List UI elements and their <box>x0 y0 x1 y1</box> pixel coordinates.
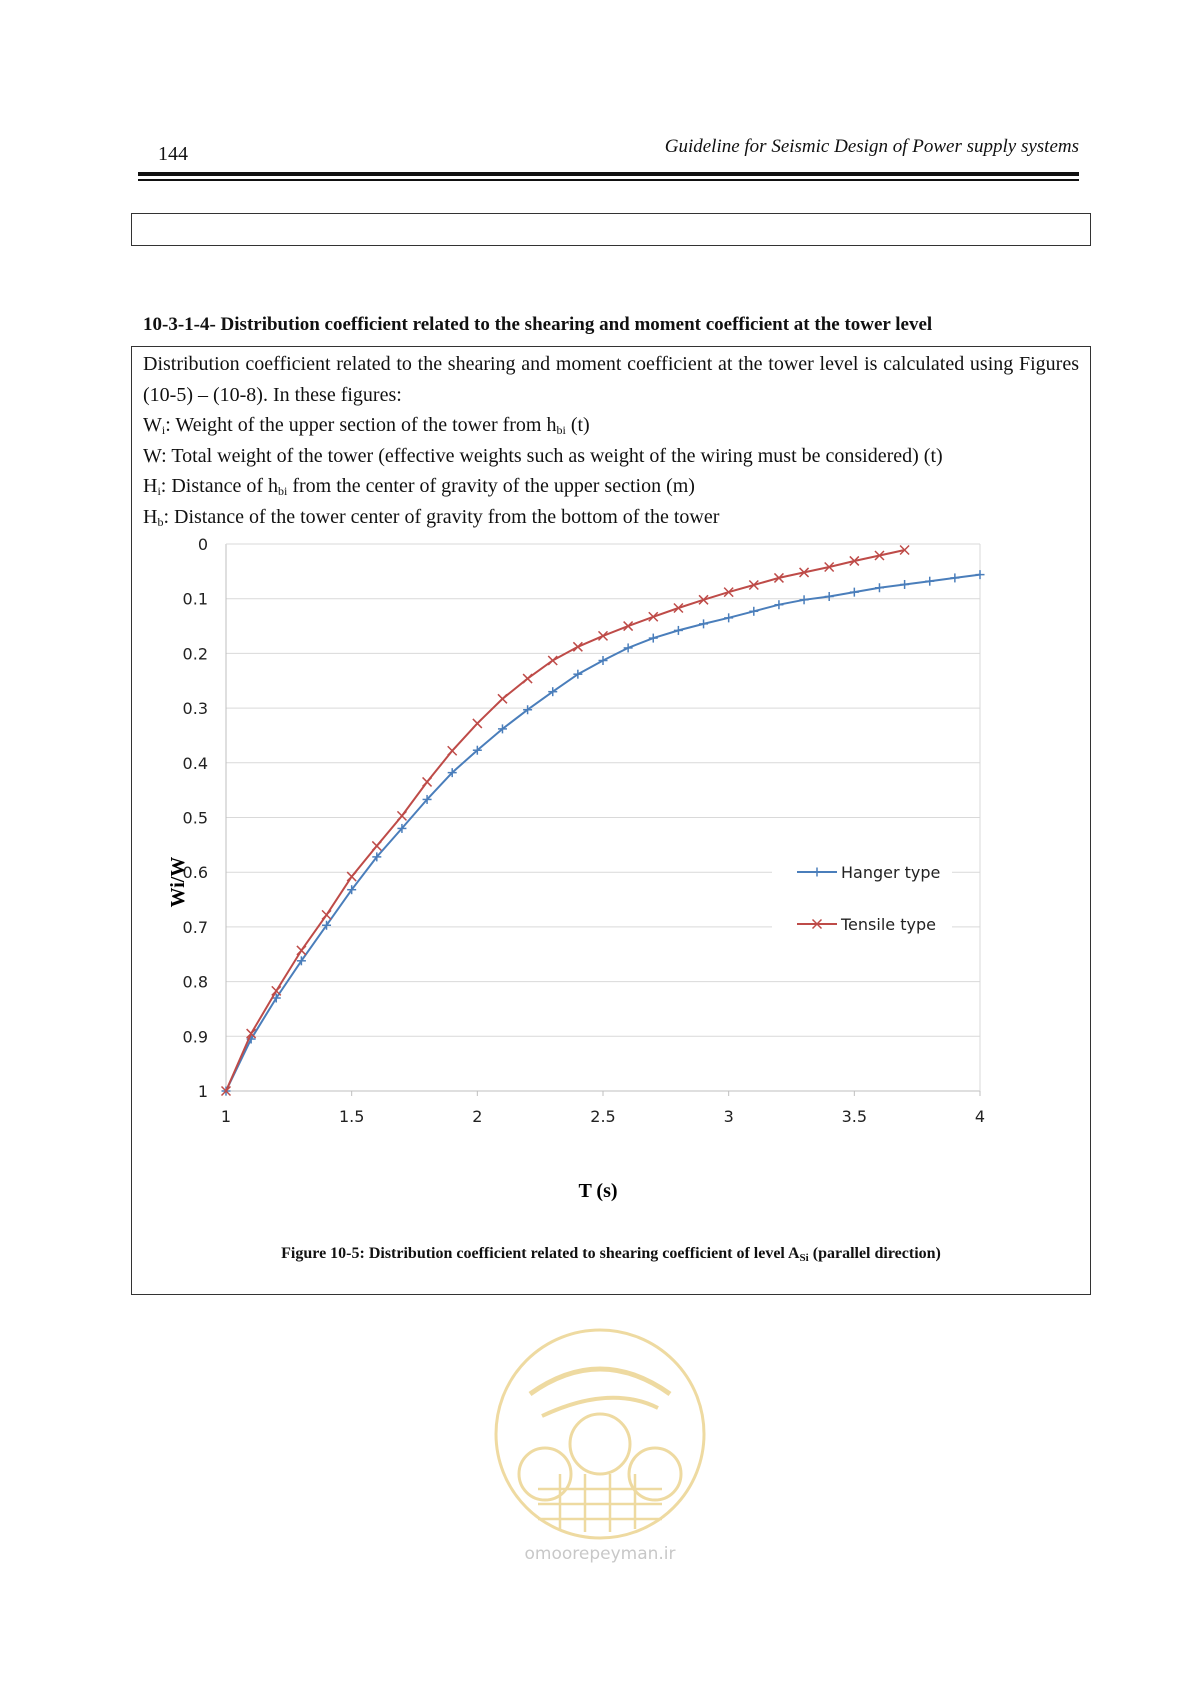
data-point <box>674 626 683 635</box>
x-tick-labels <box>221 1107 985 1126</box>
definition-symbol: H <box>143 505 158 528</box>
y-tick-label: 0.3 <box>182 699 208 719</box>
caption-text: Figure 10-5: Distribution coefficient related to shearing coefficient of level A <box>281 1245 800 1262</box>
y-tick-label: 0.2 <box>182 644 208 664</box>
running-title: Guideline for Seismic Design of Power supply systems <box>664 136 1079 157</box>
data-point <box>950 573 959 582</box>
x-tick-label: 3 <box>723 1107 734 1126</box>
y-tick-label: 0.6 <box>182 863 208 883</box>
y-tick-label: 0.7 <box>182 917 208 937</box>
data-point <box>900 580 909 589</box>
watermark-logo <box>490 1324 710 1570</box>
data-point <box>397 811 406 820</box>
data-point <box>372 841 381 850</box>
data-point <box>599 631 608 640</box>
data-point <box>774 600 783 609</box>
data-point <box>473 719 482 728</box>
data-point <box>976 570 985 579</box>
y-tick-label: 0.5 <box>182 808 208 828</box>
figure-caption <box>132 1245 1090 1263</box>
axes <box>226 544 980 1096</box>
caption-suffix: (parallel direction) <box>808 1245 941 1262</box>
y-tick-label: 0.4 <box>182 753 208 773</box>
series-line <box>226 575 980 1091</box>
seal-icon <box>490 1324 710 1544</box>
figure-chart <box>132 347 1090 1294</box>
y-tick-labels <box>183 535 208 1101</box>
intro-paragraph: Distribution coefficient related to the shearing and moment coefficient at the tower level is calculated using Figures (10-5) – (10-8). In these figures: <box>143 353 1079 406</box>
content-frame <box>131 346 1091 1295</box>
legend-label: Hanger type <box>841 863 941 882</box>
data-point <box>347 872 356 881</box>
definition-subscript: bi <box>556 423 566 438</box>
caption-subscript: Si <box>799 1252 809 1264</box>
x-tick-label: 1.5 <box>338 1107 365 1126</box>
data-point <box>498 694 507 703</box>
header-rule-thick <box>138 172 1079 176</box>
data-point <box>548 656 557 665</box>
empty-frame <box>131 213 1091 246</box>
definition-text: : Distance of h <box>160 475 278 498</box>
data-point <box>624 643 633 652</box>
y-tick-label: 1 <box>197 1082 208 1101</box>
data-point <box>749 607 758 616</box>
x-tick-label: 4 <box>974 1107 986 1126</box>
definition-subscript: i <box>157 484 161 499</box>
data-point <box>800 595 809 604</box>
section-heading: 10-3-1-4- Distribution coefficient related to the shearing and moment coefficient at the tower level <box>143 314 933 335</box>
series-line <box>226 550 905 1091</box>
y-tick-label: 0.8 <box>182 972 208 992</box>
x-axis-label: T (s) <box>578 1180 618 1202</box>
data-point <box>322 910 331 919</box>
y-tick-label: 0.1 <box>182 589 208 609</box>
data-point <box>875 583 884 592</box>
data-point <box>297 946 306 955</box>
definition-subscript: i <box>161 423 166 438</box>
data-point <box>649 634 658 643</box>
data-point <box>699 619 708 628</box>
definition-text: : Total weight of the tower (effective weights such as weight of the wiring must be considered) (t) <box>161 444 943 467</box>
definition-symbol: W <box>143 444 162 467</box>
data-point <box>850 588 859 597</box>
definition-symbol: H <box>143 475 158 498</box>
y-axis-label: Wi/W <box>167 856 189 908</box>
definition-text: : Weight of the upper section of the tower from h <box>165 414 557 437</box>
watermark-url: omoorepeyman.ir <box>524 1544 676 1564</box>
data-point <box>624 622 633 631</box>
definition-text: from the center of gravity of the upper section (m) <box>287 475 695 498</box>
series-hanger-type <box>222 570 985 1095</box>
x-tick-label: 1 <box>220 1107 232 1126</box>
y-tick-label: 0.9 <box>182 1027 208 1047</box>
legend <box>772 847 952 957</box>
line-chart <box>132 347 1090 1294</box>
header-rule-thin <box>138 179 1079 181</box>
definition-text: : Distance of the tower center of gravity from the bottom of the tower <box>163 505 720 528</box>
series-layer <box>222 546 985 1096</box>
definition-text: (t) <box>565 414 590 437</box>
data-point <box>423 777 432 786</box>
data-point <box>724 613 733 622</box>
definition-subscript: b <box>157 514 164 529</box>
x-tick-label: 3.5 <box>841 1107 868 1126</box>
data-point <box>448 746 457 755</box>
definition-symbol: W <box>143 414 162 437</box>
series-tensile-type <box>222 546 910 1096</box>
y-tick-label: 0 <box>197 535 208 554</box>
x-tick-label: 2 <box>472 1107 483 1126</box>
data-point <box>599 656 608 665</box>
page-number: 144 <box>158 143 188 165</box>
data-point <box>523 674 532 683</box>
legend-label: Tensile type <box>841 915 936 934</box>
x-tick-label: 2.5 <box>590 1107 616 1126</box>
data-point <box>573 642 582 651</box>
definition-subscript: bi <box>277 484 288 499</box>
data-point <box>825 592 834 601</box>
data-point <box>925 577 934 586</box>
